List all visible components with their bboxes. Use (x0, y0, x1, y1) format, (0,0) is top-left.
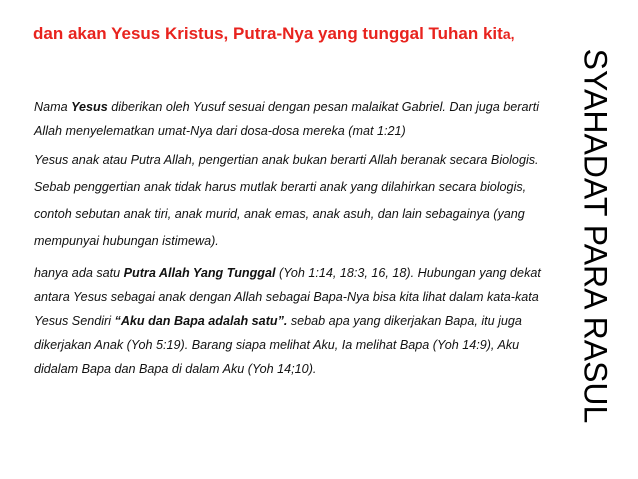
slide-heading (33, 22, 533, 46)
vertical-title-text: SYAHADAT PARA RASUL (577, 48, 614, 424)
heading-tail: a, (502, 26, 515, 42)
para3-text-2: (Yoh 1:14, 18:3, 16, 18). Hubungan yang dekat antara Yesus sebagai anak dengan Allah sebagai Bapa-Nya bisa kita lihat dalam kata-kata Yesus Sendiri (34, 266, 541, 328)
para1-text-1: Nama (34, 100, 72, 114)
vertical-title (552, 26, 638, 446)
para3-text-3: sebab apa yang dikerjakan Bapa, itu juga dikerjakan Anak (Yoh 5:19). Barang siapa melihat Aku, Ia melihat Bapa (Yoh 14:9), Aku didalam Bapa dan Bapa di dalam Aku (Yoh 14;10). (34, 314, 522, 376)
para3-bold-quote: “Aku dan Bapa adalah satu”. (114, 314, 288, 328)
body-text (34, 95, 554, 381)
paragraph-name-meaning (34, 95, 554, 143)
para3-bold-only-son: Putra Allah Yang Tunggal (123, 266, 276, 280)
paragraph-only-son (34, 261, 554, 381)
para1-bold-yesus: Yesus (71, 100, 108, 114)
paragraph-son-of-god: Yesus anak atau Putra Allah, pengertian anak bukan berarti Allah beranak secara Biologis. Sebab penggertian anak tidak harus mutlak berarti anak yang dilahirkan secara biologis, contoh sebutan anak tiri, anak murid, anak emas, anak asuh, dan lain sebagainya (yang mempunyai hubungan istimewa). (34, 153, 539, 248)
heading-text: dan akan Yesus Kristus, Putra-Nya yang tunggal Tuhan kit (33, 24, 503, 43)
para1-text-2: diberikan oleh Yusuf sesuai dengan pesan malaikat Gabriel. Dan juga berarti Allah menyelematkan umat-Nya dari dosa-dosa mereka (mat 1:21) (34, 100, 539, 138)
para3-text-1: hanya ada satu (34, 266, 124, 280)
